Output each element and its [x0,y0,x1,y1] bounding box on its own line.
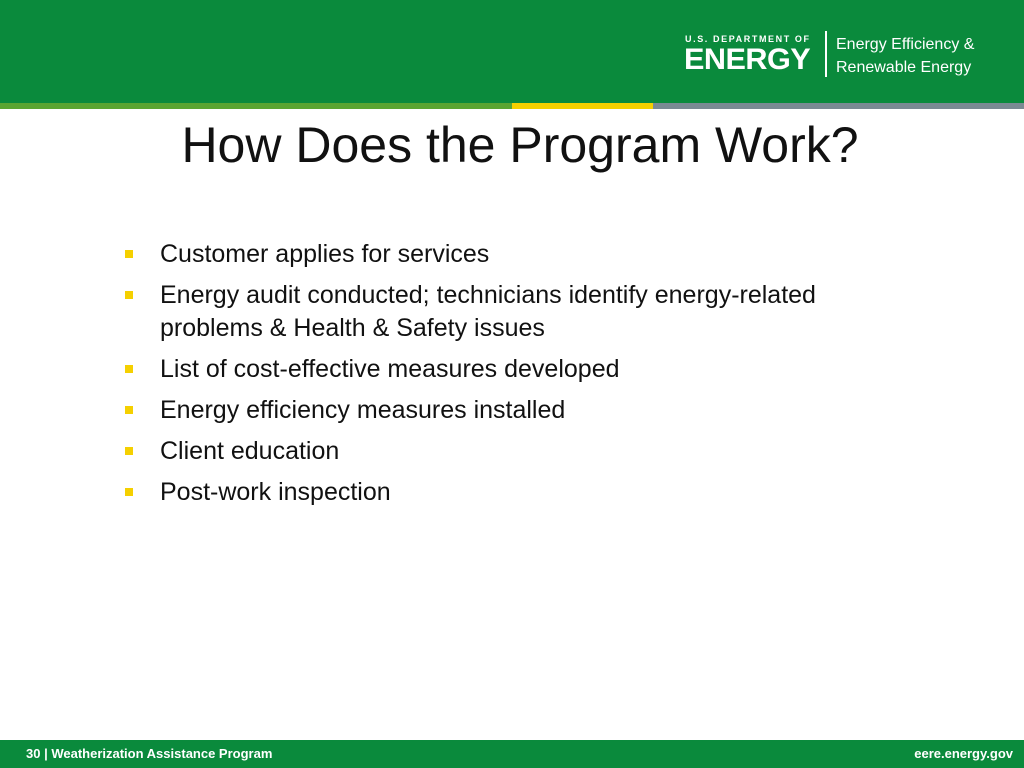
bullet-item [122,476,842,509]
bullet-text: List of cost-effective measures developed [160,355,620,383]
bullet-square-icon [125,488,133,496]
bullet-text: Energy efficiency measures installed [160,396,566,424]
bullet-item [122,435,842,468]
eere-logo-text [836,33,974,79]
header-bar [0,0,1024,103]
bullet-square-icon [125,291,133,299]
logo-divider [825,31,827,77]
eere-logo-line1: Energy Efficiency & [836,36,975,53]
footer-slide-info: 30 | Weatherization Assistance Program [26,746,273,761]
bullet-square-icon [125,447,133,455]
footer-bar [0,740,1024,768]
bullet-item [122,238,842,271]
bullet-text: Post-work inspection [160,478,391,506]
stripe-green [0,103,512,109]
stripe-yellow [512,103,653,109]
bullet-text: Customer applies for services [160,240,490,268]
doe-logo-agency-big: ENERGY [684,43,811,76]
header-stripes [0,103,1024,109]
bullet-item [122,394,842,427]
bullet-square-icon [125,250,133,258]
bullet-text: Client education [160,437,340,465]
doe-logo [685,34,815,76]
doe-logo-agency-small: U.S. DEPARTMENT OF [685,34,811,44]
eere-logo-line2: Renewable Energy [836,59,972,76]
stripe-gray [653,103,1024,109]
bullet-text: Energy audit conducted; technicians identify energy-related problems & Health & Safety issues [160,281,816,342]
slide-title: How Does the Program Work? [181,117,859,173]
bullet-item [122,279,842,345]
bullet-item [122,353,842,386]
footer-website: eere.energy.gov [914,746,1013,761]
bullet-list [122,238,842,517]
bullet-square-icon [125,406,133,414]
bullet-square-icon [125,365,133,373]
